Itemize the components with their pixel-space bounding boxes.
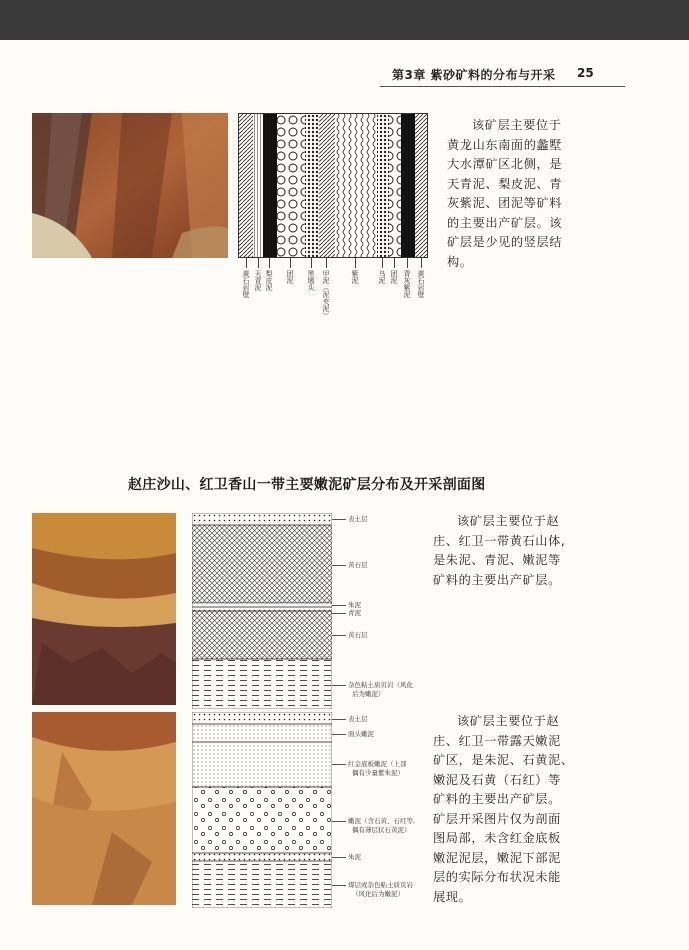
label-tianqingni: 天青泥 [254, 270, 262, 291]
layer-label-miantou: 面头嫩泥 [348, 730, 374, 738]
label-tuanni-right: 团泥 [390, 270, 398, 284]
text-line: 该矿层主要位于赵 [457, 714, 560, 728]
label-tick [269, 258, 270, 268]
leader-line [332, 821, 346, 822]
label-tick [311, 258, 312, 268]
layer-label-huangshi: 黄石层 [348, 561, 368, 569]
label-qinghuizini: 青灰紫泥 [403, 270, 411, 298]
text-line: 该矿层主要位于 [472, 118, 562, 132]
label-tick [246, 258, 247, 268]
bottom-description [433, 712, 603, 907]
text-line: 该矿层主要位于赵 [457, 514, 560, 528]
text-line: 黄龙山东南面的蠡墅 [447, 137, 563, 152]
mine-photo-nenni-upper [32, 513, 176, 705]
text-line: 庄、红卫一带黄石山体, [433, 533, 566, 548]
text-line: 是朱泥、青泥、嫩泥等 [433, 553, 561, 567]
label-jiani: 甲泥（泥夹泥） [322, 270, 330, 319]
section-title: 赵庄沙山、红卫香山一带主要嫩泥矿层分布及开采剖面图 [128, 477, 486, 493]
text-line: 矿层开采图片仅为剖面 [433, 811, 561, 826]
label-huangshi-left: 黄石岩壁 [242, 270, 250, 298]
leader-line [332, 885, 346, 886]
label-zini: 紫泥 [351, 270, 359, 284]
layer-label-zase-1: 杂色粘土质页岩（风化 [348, 681, 413, 689]
nenni-strata-diagram-lower [192, 712, 332, 908]
leader-line [332, 519, 346, 520]
layer-label-zhuni: 朱泥 [348, 601, 361, 609]
layer-label-biaotu: 表土层 [348, 515, 368, 523]
text-line: 展现。 [433, 889, 472, 904]
text-line: 层的实际分布状况未能 [433, 870, 561, 884]
layer-label-nenni-2: 偶有薄层状石黄泥） [352, 826, 411, 834]
label-tick [355, 258, 356, 268]
text-line: 矿区，是朱泥、石黄泥、 [433, 753, 574, 767]
top-description [447, 116, 617, 272]
label-tick [407, 258, 408, 268]
leader-line [332, 613, 346, 614]
vertical-strata-labels [238, 258, 428, 338]
label-heiduntou: 黑墩头 [307, 270, 315, 291]
label-tick [394, 258, 395, 268]
text-line: 灰紫泥、团泥等矿料 [447, 196, 563, 210]
text-line: 的主要出产矿层。该 [447, 215, 563, 230]
layer-label-meiceng-2: （风化后为嫩泥） [352, 890, 404, 898]
text-line: 天青泥、梨皮泥、青 [447, 176, 563, 191]
leader-line [332, 734, 346, 735]
chapter-header: 第3章 紫砂矿料的分布与开采 [392, 68, 556, 82]
leader-line [332, 565, 346, 566]
layer-label-meiceng-1: 煤层或杂色粘土质页岩 [348, 881, 413, 889]
text-line: 矿料的主要出产矿层。 [433, 572, 561, 587]
layer-label-zhuni-2: 朱泥 [348, 853, 361, 861]
text-line: 嫩泥泥层，嫩泥下部泥 [433, 850, 561, 865]
leader-line [332, 857, 346, 858]
label-huangshi-right: 黄石岩壁 [417, 270, 425, 298]
leader-line [332, 685, 346, 686]
text-line: 嫩泥及石黄（石红）等 [433, 772, 561, 787]
leader-line [332, 605, 346, 606]
header-rule [380, 86, 625, 87]
mine-photo-vertical-layers [32, 113, 228, 258]
nenni-strata-diagram-upper [192, 513, 332, 709]
middle-description [433, 512, 603, 590]
label-tick [421, 258, 422, 268]
leader-line [332, 635, 346, 636]
layer-label-biaotu-2: 表土层 [348, 715, 368, 723]
label-wuni: 乌泥 [378, 270, 386, 284]
label-tick [258, 258, 259, 268]
text-line: 庄、红卫一带露天嫩泥 [433, 733, 561, 748]
vertical-strata-diagram [238, 113, 428, 258]
layer-label-hongjin-1: 红金底板嫩泥（上部 [348, 760, 407, 768]
leader-line [332, 764, 346, 765]
text-line: 图局部，未含红金底板 [433, 831, 561, 845]
layer-label-nenni-1: 嫩泥（含石黄、石红等, [348, 817, 416, 825]
label-tuanni-left: 团泥 [286, 270, 294, 284]
label-lipini: 梨皮泥 [265, 270, 273, 291]
text-line: 构。 [447, 254, 473, 269]
label-tick [382, 258, 383, 268]
label-tick [290, 258, 291, 268]
leader-line [332, 719, 346, 720]
label-tick [326, 258, 327, 268]
text-line: 矿层是少见的竖层结 [447, 235, 563, 249]
page-number: 25 [577, 66, 594, 80]
text-line: 大水潭矿区北侧，是 [447, 157, 563, 171]
layer-label-hongjin-2: 偶有少量紫朱泥） [352, 769, 404, 777]
mine-photo-nenni-lower [32, 712, 176, 905]
layer-label-zase-2: 后为嫩泥） [352, 690, 385, 698]
layer-label-qingni: 青泥 [348, 609, 361, 617]
layer-label-huangshi-2: 黄石层 [348, 631, 368, 639]
text-line: 矿料的主要出产矿层。 [433, 792, 561, 806]
